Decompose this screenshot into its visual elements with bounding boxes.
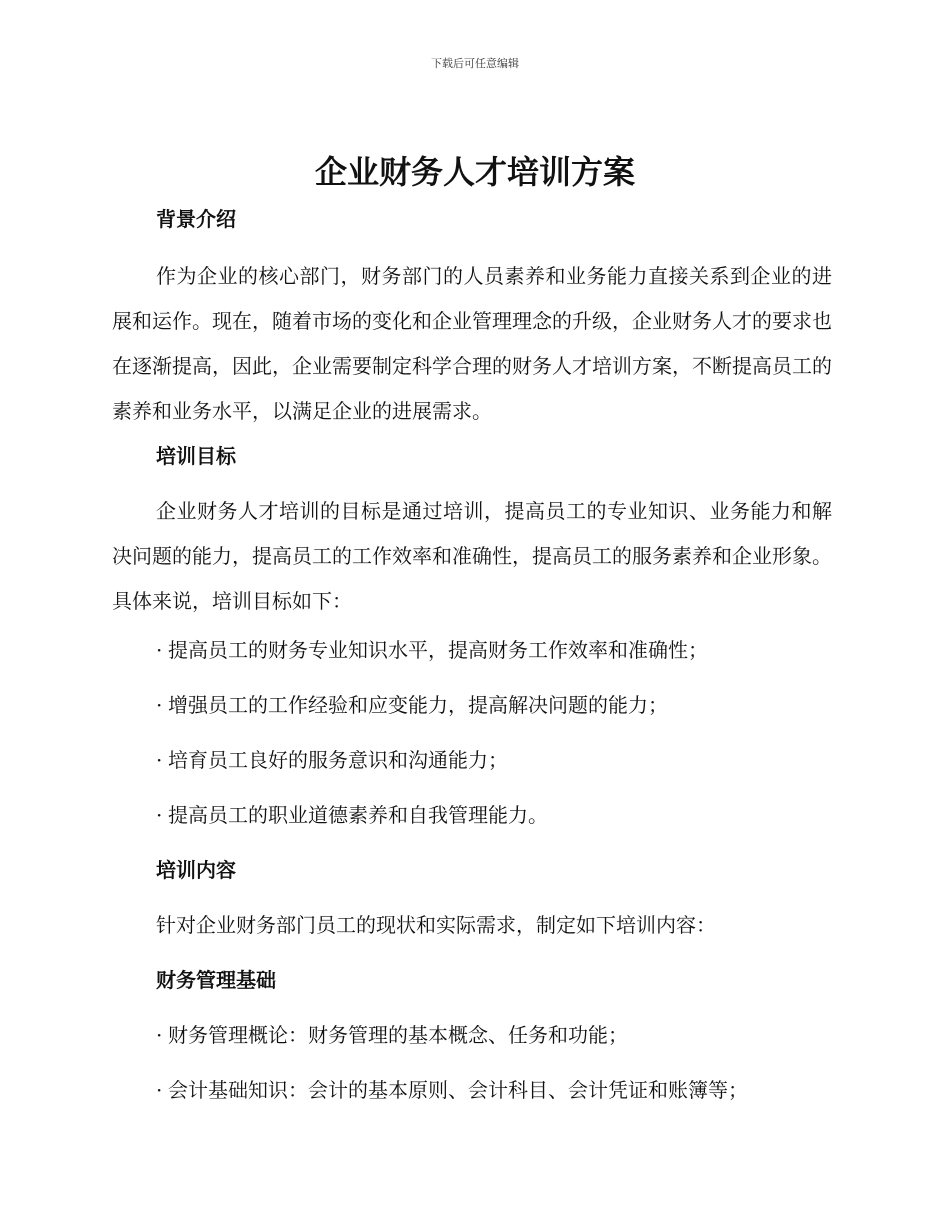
content-bullet <box>156 1076 748 1104</box>
goal-bullet <box>156 691 668 719</box>
goal-bullet-text: 培育员工良好的服务意识和沟通能力； <box>168 748 508 772</box>
subheading-finance-basics: 财务管理基础 <box>156 968 276 992</box>
bullet-dot: · <box>156 693 163 717</box>
bullet-dot: · <box>156 803 163 827</box>
goal-bullet <box>156 746 508 774</box>
content-bullet-text: 财务管理概论：财务管理的基本概念、任务和功能； <box>168 1023 628 1047</box>
section-heading-content: 培训内容 <box>156 858 236 882</box>
content-bullet <box>156 1021 628 1049</box>
header-note: 下载后可任意编辑 <box>431 57 519 70</box>
bullet-dot: · <box>156 638 163 662</box>
bullet-dot: · <box>156 1078 163 1102</box>
content-bullet-text: 会计基础知识：会计的基本原则、会计科目、会计凭证和账簿等； <box>168 1078 748 1102</box>
goal-bullet-text: 增强员工的工作经验和应变能力，提高解决问题的能力； <box>168 693 668 717</box>
section-heading-goals: 培训目标 <box>156 444 236 468</box>
goal-bullet-text: 提高员工的职业道德素养和自我管理能力。 <box>168 803 548 827</box>
goal-bullet <box>156 801 548 829</box>
document-title: 企业财务人才培训方案 <box>314 153 635 191</box>
background-paragraph: 作为企业的核心部门，财务部门的人员素养和业务能力直接关系到企业的进展和运作。现在，随着市场的变化和企业管理理念的升级，企业财务人才的要求也在逐渐提高，因此，企业需要制定科学合理的财务人才培训方案，不断提高员工的素养和业务水平，以满足企业的进展需求。 <box>112 264 832 423</box>
bullet-dot: · <box>156 1023 163 1047</box>
goal-bullet <box>156 636 708 664</box>
goal-bullet-text: 提高员工的财务专业知识水平，提高财务工作效率和准确性； <box>168 638 708 662</box>
content-intro: 针对企业财务部门员工的现状和实际需求，制定如下培训内容： <box>156 913 716 937</box>
bullet-dot: · <box>156 748 163 772</box>
section-heading-background: 背景介绍 <box>156 207 236 231</box>
goals-paragraph: 企业财务人才培训的目标是通过培训，提高员工的专业知识、业务能力和解决问题的能力，提高员工的工作效率和准确性，提高员工的服务素养和企业形象。具体来说，培训目标如下： <box>112 499 832 613</box>
